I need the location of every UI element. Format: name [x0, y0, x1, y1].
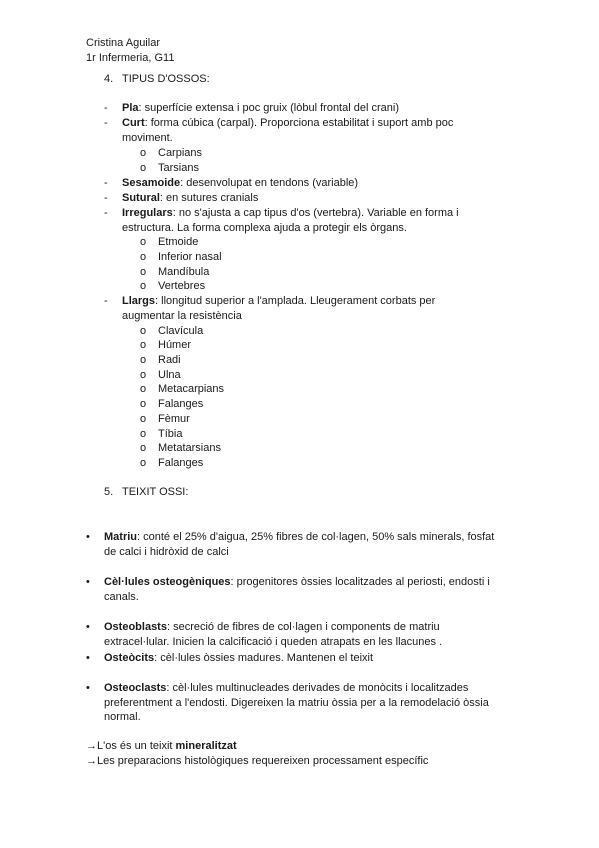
definition-continuation: moviment. — [122, 132, 173, 144]
term: Pla — [122, 102, 139, 114]
sub-item: Etmoide — [158, 236, 199, 248]
definition-continuation: preferentment a l'endosti. Digereixen la matriu òssia per a la remodelació òssia — [104, 697, 489, 709]
list-item — [104, 575, 490, 589]
disc-bullet: • — [86, 682, 90, 694]
sub-item: Metacarpians — [158, 383, 225, 395]
definition: : no s'ajusta a cap tipus d'os (vertebra). Variable en forma i — [172, 207, 459, 219]
list-item — [122, 176, 358, 190]
section-5-title: TEIXIT OSSI: — [122, 486, 189, 498]
sub-item: Vertebres — [158, 280, 206, 292]
sub-item: Clavícula — [158, 325, 204, 337]
definition: : forma cúbica (carpal). Proporciona estabilitat i suport amb poc — [144, 117, 454, 129]
list-item — [122, 206, 459, 220]
dash-bullet: - — [104, 295, 108, 307]
circle-bullet: o — [140, 383, 147, 395]
sub-item: Inferior nasal — [158, 251, 222, 263]
dash-bullet: - — [104, 102, 108, 114]
sub-item: Húmer — [158, 339, 192, 351]
circle-bullet: o — [140, 354, 147, 366]
note-bold-term: mineralitzat — [175, 740, 237, 752]
circle-bullet: o — [140, 428, 147, 440]
list-item — [122, 116, 453, 130]
circle-bullet: o — [140, 280, 147, 292]
circle-bullet: o — [140, 457, 147, 469]
disc-bullet: • — [86, 621, 90, 633]
note-line — [86, 754, 428, 768]
section-5-number: 5. — [104, 486, 114, 498]
definition: : en sutures cranials — [159, 192, 259, 204]
term: Sutural — [122, 192, 160, 204]
sub-item: Ulna — [158, 369, 181, 381]
list-item — [122, 294, 435, 308]
disc-bullet: • — [86, 576, 90, 588]
definition: : cèl·lules òssies madures. Mantenen el teixit — [154, 652, 374, 664]
sub-item: Tíbia — [158, 428, 183, 440]
term: Irregulars — [122, 207, 173, 219]
definition: : superfície extensa i poc gruix (lòbul frontal del crani) — [138, 102, 399, 114]
definition-continuation: augmentar la resistència — [122, 310, 242, 322]
definition-continuation: normal. — [104, 711, 141, 723]
circle-bullet: o — [140, 147, 147, 159]
dash-bullet: - — [104, 192, 108, 204]
sub-item: Metatarsians — [158, 442, 221, 454]
definition: : cèl·lules multinucleades derivades de monòcits i localitzades — [166, 682, 469, 694]
circle-bullet: o — [140, 325, 147, 337]
term: Llargs — [122, 295, 156, 307]
list-item — [104, 620, 440, 634]
section-4-number: 4. — [104, 73, 114, 85]
arrow-icon: → — [86, 755, 97, 767]
term: Cèl·lules osteogèniques — [104, 576, 231, 588]
definition: : desenvolupat en tendons (variable) — [180, 177, 359, 189]
disc-bullet: • — [86, 652, 90, 664]
definition: : llongitud superior a l'amplada. Lleugerament corbats per — [155, 295, 436, 307]
circle-bullet: o — [140, 398, 147, 410]
circle-bullet: o — [140, 339, 147, 351]
section-4-title: TIPUS D'OSSOS: — [122, 73, 210, 85]
list-item — [104, 651, 373, 665]
circle-bullet: o — [140, 251, 147, 263]
sub-item: Falanges — [158, 398, 204, 410]
sub-item: Falanges — [158, 457, 204, 469]
circle-bullet: o — [140, 236, 147, 248]
term: Osteoblasts — [104, 621, 167, 633]
list-item — [104, 681, 468, 695]
dash-bullet: - — [104, 177, 108, 189]
definition-continuation: extracel·lular. Inicien la calcificació i queden atrapats en les llacunes . — [104, 636, 443, 648]
sub-item: Fèmur — [158, 413, 190, 425]
term: Matriu — [104, 531, 137, 543]
definition-continuation: estructura. La forma complexa ajuda a protegir els òrgans. — [122, 222, 407, 234]
definition-continuation: canals. — [104, 591, 139, 603]
definition-continuation: de calci i hidròxid de calci — [104, 546, 229, 558]
dash-bullet: - — [104, 117, 108, 129]
sub-item: Tarsians — [158, 162, 199, 174]
arrow-icon: → — [86, 740, 97, 752]
circle-bullet: o — [140, 413, 147, 425]
circle-bullet: o — [140, 162, 147, 174]
term: Osteòcits — [104, 652, 155, 664]
dash-bullet: - — [104, 207, 108, 219]
note-text: L'os és un teixit — [97, 740, 176, 752]
term: Osteoclasts — [104, 682, 167, 694]
term: Sesamoide — [122, 177, 181, 189]
sub-item: Mandíbula — [158, 266, 210, 278]
list-item — [104, 530, 494, 544]
sub-item: Radi — [158, 354, 181, 366]
circle-bullet: o — [140, 369, 147, 381]
disc-bullet: • — [86, 531, 90, 543]
note-line — [86, 739, 237, 753]
list-item — [122, 191, 258, 205]
definition: : conté el 25% d'aigua, 25% fibres de col·lagen, 50% sals minerals, fosfat — [137, 531, 495, 543]
definition: : progenitores òssies localitzades al periosti, endosti i — [230, 576, 490, 588]
list-item — [122, 101, 399, 115]
circle-bullet: o — [140, 266, 147, 278]
course-label: 1r Infermeria, G11 — [86, 52, 175, 64]
sub-item: Carpians — [158, 147, 203, 159]
term: Curt — [122, 117, 145, 129]
circle-bullet: o — [140, 442, 147, 454]
note-text: Les preparacions histològiques requereixen processament específic — [97, 755, 429, 767]
definition: : secreció de fibres de col·lagen i components de matriu — [166, 621, 440, 633]
author-name: Cristina Aguilar — [86, 37, 160, 49]
